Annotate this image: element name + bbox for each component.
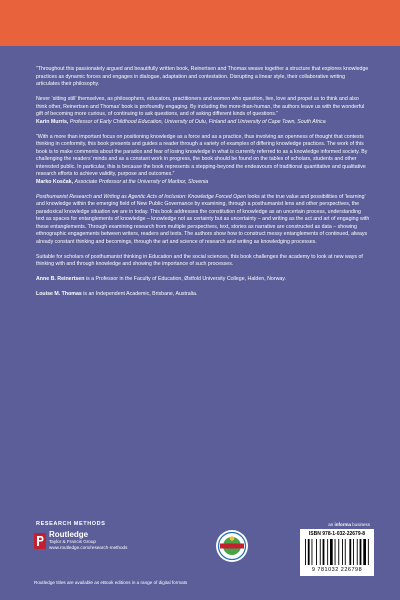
review-attribution-2: [36, 179, 370, 187]
barcode-bar: [353, 539, 354, 565]
routledge-logo: [34, 530, 127, 551]
review-attribution-1: [36, 119, 370, 127]
barcode-bar: [357, 539, 358, 565]
routledge-mark-icon: [34, 533, 46, 549]
barcode-bar: [323, 539, 325, 565]
barcode-bar: [316, 539, 317, 565]
reviewer-affiliation: Professor of Early Childhood Education, University of Oulu, Finland and University of Cape Town, South Africa: [69, 118, 326, 125]
barcode-bar: [330, 539, 333, 565]
barcode-bar: [360, 539, 362, 565]
barcode-bar: [338, 539, 339, 565]
barcode-bar: [312, 539, 313, 565]
author-name: Anne B. Reinertsen: [36, 276, 85, 282]
reviewer-name: Marko Kosčak,: [36, 178, 74, 185]
review-quote-2: “With a more than important focus on positioning knowledge as a force and as a practice, thus involving an openness of thought that contests thinking in conformity, this book presents and guides a reader through a variety of examples of differing knowledge practices. The work of this book is to make comments about the paradox and fear of losing knowledge in what is currently referred to as a knowledge informed society. By challenging the readers’ minds and as a constant work in progress, the book should be found on the tables of scholars, students and other interested public. In particular, this is because the book represents a stepping-beyond the endeavours of traditional quantitative and qualitative research efforts to achieve validity, purpose and outcomes.”: [36, 133, 368, 177]
author-name: Louise M. Thomas: [36, 291, 82, 297]
audience-statement: Suitable for scholars of posthumanist thinking in Education and the social sciences, this book challenges the academy to look at new ways of thinking with and through knowledge and showing the importance of such processes.: [36, 253, 363, 267]
barcode-bar: [368, 539, 369, 565]
book-description: [36, 194, 370, 247]
barcode-bar: [363, 539, 366, 565]
barcode-bar: [345, 539, 346, 565]
barcode-icon: [305, 539, 369, 565]
barcode-bar: [320, 539, 321, 565]
barcode-bar: [335, 539, 336, 565]
barcode-bar: [342, 539, 343, 565]
barcode-bar: [308, 539, 310, 565]
publisher-url[interactable]: www.routledge.com/research-methods: [49, 545, 128, 550]
book-title-italic: Posthumanist Research and Writing as Agentic Acts of Inclusion: Knowledge Forced Open: [36, 193, 247, 200]
publisher-text: [49, 530, 127, 551]
isbn-text: ISBN 978-1-032-22679-8: [308, 531, 366, 537]
reviewer-affiliation: Associate Professor at the University of Maribor, Slovenia: [74, 178, 209, 185]
barcode-bar: [327, 539, 328, 565]
barcode-digits: 9 781032 226798: [311, 567, 363, 573]
review-quote-1b: Never ‘sitting still’ themselves, as philosophers, educators, practitioners and women who question, live, love and propel us to think and also think other, Reinertsen and Thomas’ book is profoundly engaging. By including the more-than-human, the authors leave us with the wonderful gift of becoming more curious, of continuing to ask questions, and of asking different kinds of questions.”: [36, 96, 365, 117]
review-quote-1a: “Throughout this passionately argued and beautifully written book, Reinertsen and Thomas weave together a structure that explores knowledge practices as dynamic forces and engages in dialogue, adaptation and contestation. Disrupting a linear style, their collaborative writing articulates their philosophy.: [36, 66, 369, 87]
carbon-neutral-seal-icon: [214, 528, 250, 564]
ebook-footer-note: Routledge titles are available as eBook editions in a range of digital formats: [34, 580, 188, 585]
barcode-bar: [349, 539, 351, 565]
top-color-band: [0, 0, 400, 46]
cover-text-block: [36, 66, 370, 306]
barcode-panel: [300, 529, 374, 576]
informa-tagline: an informa business: [328, 522, 370, 527]
subject-label: RESEARCH METHODS: [36, 521, 106, 527]
author-bio-1: [36, 276, 370, 284]
reviewer-name: Karin Murris,: [36, 118, 69, 125]
barcode-bar: [305, 539, 306, 565]
author-bio-text: is a Professor in the Faculty of Education, Østfold University College, Halden, Norway.: [84, 276, 286, 282]
description-text: looks at the true value and possibilities of ‘learning’ and knowledge within the emerging field of New Public Governance by examining, through a posthumanist lens and other perspectives, the paradoxical knowledge situation we are in today. This book addresses the constitution of knowledge as an uncertain process, understanding text as spaces for entanglements of knowledge – knowledge not as certainty but as uncertainty – and writing as the act and art of engaging with these entanglements. Through examining research from multiple perspectives, text, stories as narrative are constructed as data – showing ethnographic engagements between writers, readers and texts. The authors show how to construct messy entanglements of continued, always already constant thinking and becomings, through the art and science of research and writing as knowledging processes.: [36, 193, 370, 245]
author-bio-text: is an Independent Academic, Brisbane, Australia.: [81, 291, 198, 297]
author-bio-2: [36, 291, 370, 299]
publisher-group: Taylor & Francis Group: [49, 539, 96, 544]
publisher-name: Routledge: [49, 530, 89, 539]
